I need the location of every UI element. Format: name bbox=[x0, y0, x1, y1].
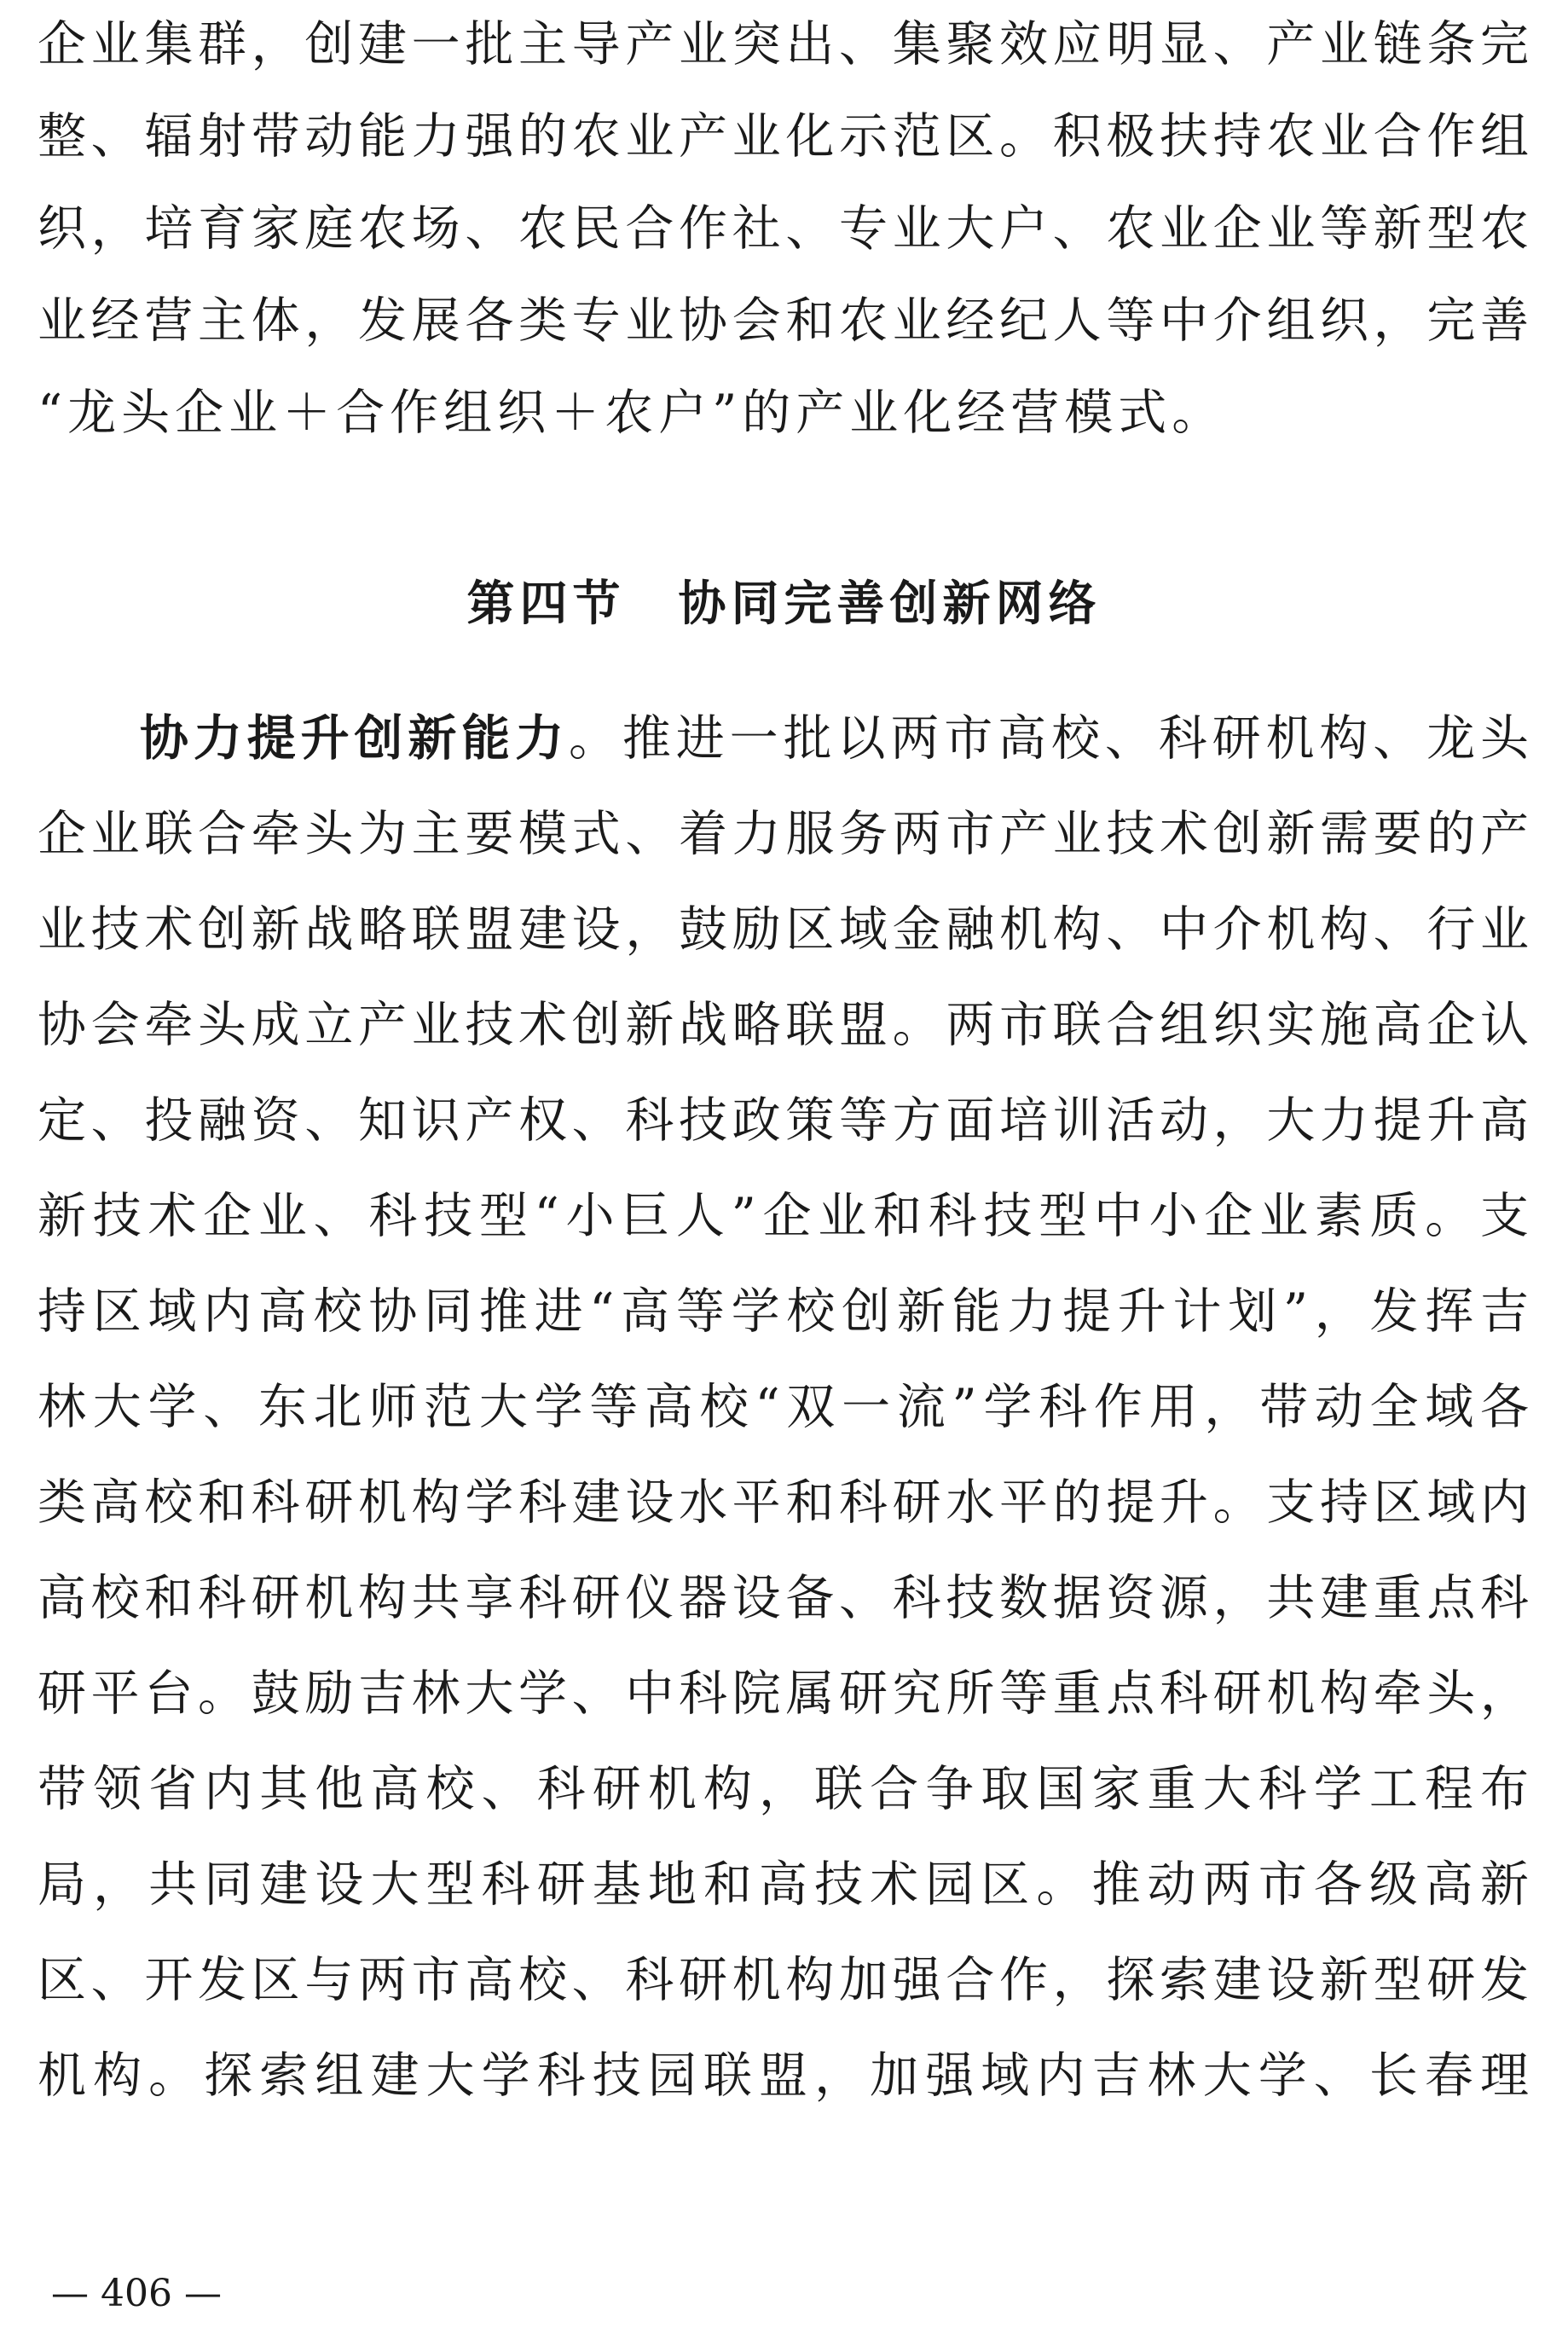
paragraph-line: 企业联合牵头为主要模式、着力服务两市产业技术创新需要的产 bbox=[38, 806, 1530, 862]
paragraph-first-line-text: 。推进一批以两市高校、科研机构、龙头 bbox=[569, 710, 1530, 767]
paragraph-line: 业经营主体，发展各类专业协会和农业经纪人等中介组织，完善 bbox=[38, 292, 1530, 349]
paragraph-line: 织，培育家庭农场、农民合作社、专业大户、农业企业等新型农 bbox=[38, 200, 1530, 257]
paragraph-line: 新技术企业、科技型“小巨人”企业和科技型中小企业素质。支 bbox=[38, 1188, 1530, 1244]
paragraph-line: 区、开发区与两市高校、科研机构加强合作，探索建设新型研发 bbox=[38, 1952, 1530, 2008]
page-number: — 406 — bbox=[51, 2272, 222, 2315]
paragraph-line: 机构。探索组建大学科技园联盟，加强域内吉林大学、长春理 bbox=[38, 2048, 1530, 2104]
paragraph-line: 企业集群，创建一批主导产业突出、集聚效应明显、产业链条完 bbox=[38, 16, 1530, 72]
paragraph-first-line bbox=[140, 704, 1530, 773]
paragraph-line: 业技术创新战略联盟建设，鼓励区域金融机构、中介机构、行业 bbox=[38, 901, 1530, 958]
paragraph-line: 定、投融资、知识产权、科技政策等方面培训活动，大力提升高 bbox=[38, 1092, 1530, 1149]
paragraph-line: 持区域内高校协同推进“高等学校创新能力提升计划”，发挥吉 bbox=[38, 1283, 1530, 1340]
paragraph-line: “龙头企业＋合作组织＋农户”的产业化经营模式。 bbox=[38, 385, 1226, 441]
paragraph-lead-text: 协力提升创新能力 bbox=[140, 710, 570, 767]
paragraph-line: 局，共同建设大型科研基地和高技术园区。推动两市各级高新 bbox=[38, 1856, 1530, 1913]
paragraph-line: 类高校和科研机构学科建设水平和科研水平的提升。支持区域内 bbox=[38, 1474, 1530, 1531]
paragraph-line: 林大学、东北师范大学等高校“双一流”学科作用，带动全域各 bbox=[38, 1379, 1530, 1435]
paragraph-line: 研平台。鼓励吉林大学、中科院属研究所等重点科研机构牵头， bbox=[38, 1665, 1530, 1722]
paragraph-line: 高校和科研机构共享科研仪器设备、科技数据资源，共建重点科 bbox=[38, 1570, 1530, 1626]
paragraph-line: 整、辐射带动能力强的农业产业化示范区。积极扶持农业合作组 bbox=[38, 108, 1530, 165]
section-heading: 第四节 协同完善创新网络 bbox=[466, 576, 1102, 632]
paragraph-line: 带领省内其他高校、科研机构，联合争取国家重大科学工程布 bbox=[38, 1761, 1530, 1817]
paragraph-line: 协会牵头成立产业技术创新战略联盟。两市联合组织实施高企认 bbox=[38, 997, 1530, 1053]
